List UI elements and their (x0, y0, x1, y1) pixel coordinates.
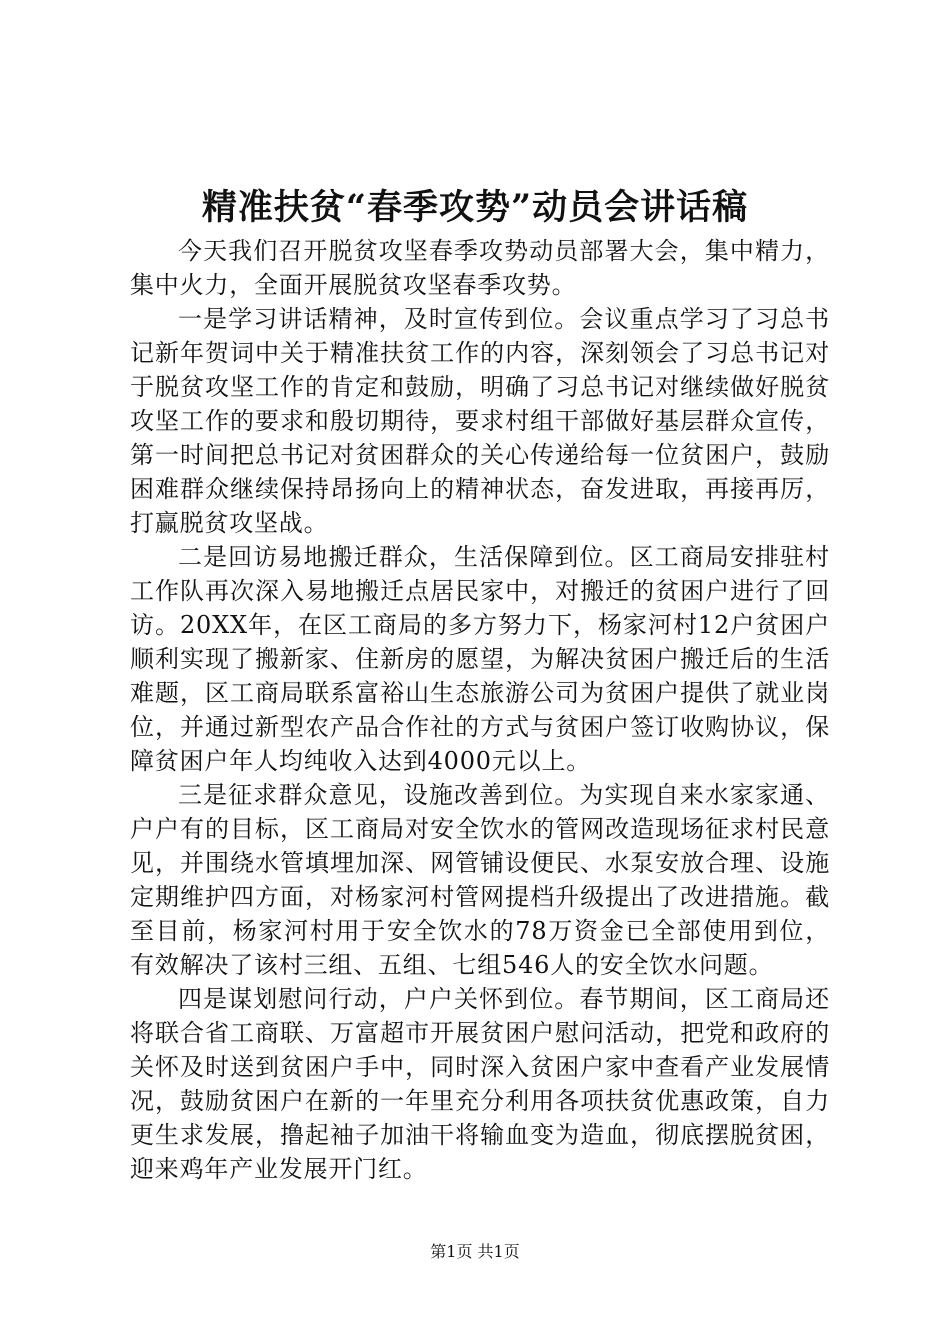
paragraph-intro: 今天我们召开脱贫攻坚春季攻势动员部署大会，集中精力，集中火力，全面开展脱贫攻坚春季攻势。 (130, 237, 830, 299)
paragraph-point-two: 二是回访易地搬迁群众，生活保障到位。区工商局安排驻村工作队再次深入易地搬迁点居民家中，对搬迁的贫困户进行了回访。20XX年，在区工商局的多方努力下，杨家河村12户贫困户顺利实现了搬新家、住新房的愿望，为解决贫困户搬迁后的生活难题，区工商局联系富裕山生态旅游公司为贫困户提供了就业岗位，并通过新型农产品合作社的方式与贫困户签订收购协议，保障贫困户年人均纯收入达到4000元以上。 (130, 543, 830, 775)
paragraph-point-one: 一是学习讲话精神，及时宣传到位。会议重点学习了习总书记新年贺词中关于精准扶贫工作的内容，深刻领会了习总书记对于脱贫攻坚工作的肯定和鼓励，明确了习总书记对继续做好脱贫攻坚工作的要求和殷切期待，要求村组干部做好基层群众宣传，第一时间把总书记对贫困群众的关心传递给每一位贫困户，鼓励困难群众继续保持昂扬向上的精神状态，奋发进取，再接再厉，打赢脱贫攻坚战。 (130, 305, 830, 537)
page-number: 第1页 共1页 (430, 1242, 520, 1261)
document-body (130, 234, 830, 1186)
document-title: 精准扶贫“春季攻势”动员会讲话稿 (201, 187, 749, 228)
paragraph-point-four: 四是谋划慰问行动，户户关怀到位。春节期间，区工商局还将联合省工商联、万富超市开展贫困户慰问活动，把党和政府的关怀及时送到贫困户手中，同时深入贫困户家中查看产业发展情况，鼓励贫困户在新的一年里充分利用各项扶贫优惠政策，自力更生求发展，撸起袖子加油干将输血变为造血，彻底摆脱贫困，迎来鸡年产业发展开门红。 (130, 985, 830, 1183)
paragraph-point-three: 三是征求群众意见，设施改善到位。为实现自来水家家通、户户有的目标，区工商局对安全饮水的管网改造现场征求村民意见，并围绕水管填埋加深、网管铺设便民、水泵安放合理、设施定期维护四方面，对杨家河村管网提档升级提出了改进措施。截至目前，杨家河村用于安全饮水的78万资金已全部使用到位，有效解决了该村三组、五组、七组546人的安全饮水问题。 (130, 781, 830, 979)
